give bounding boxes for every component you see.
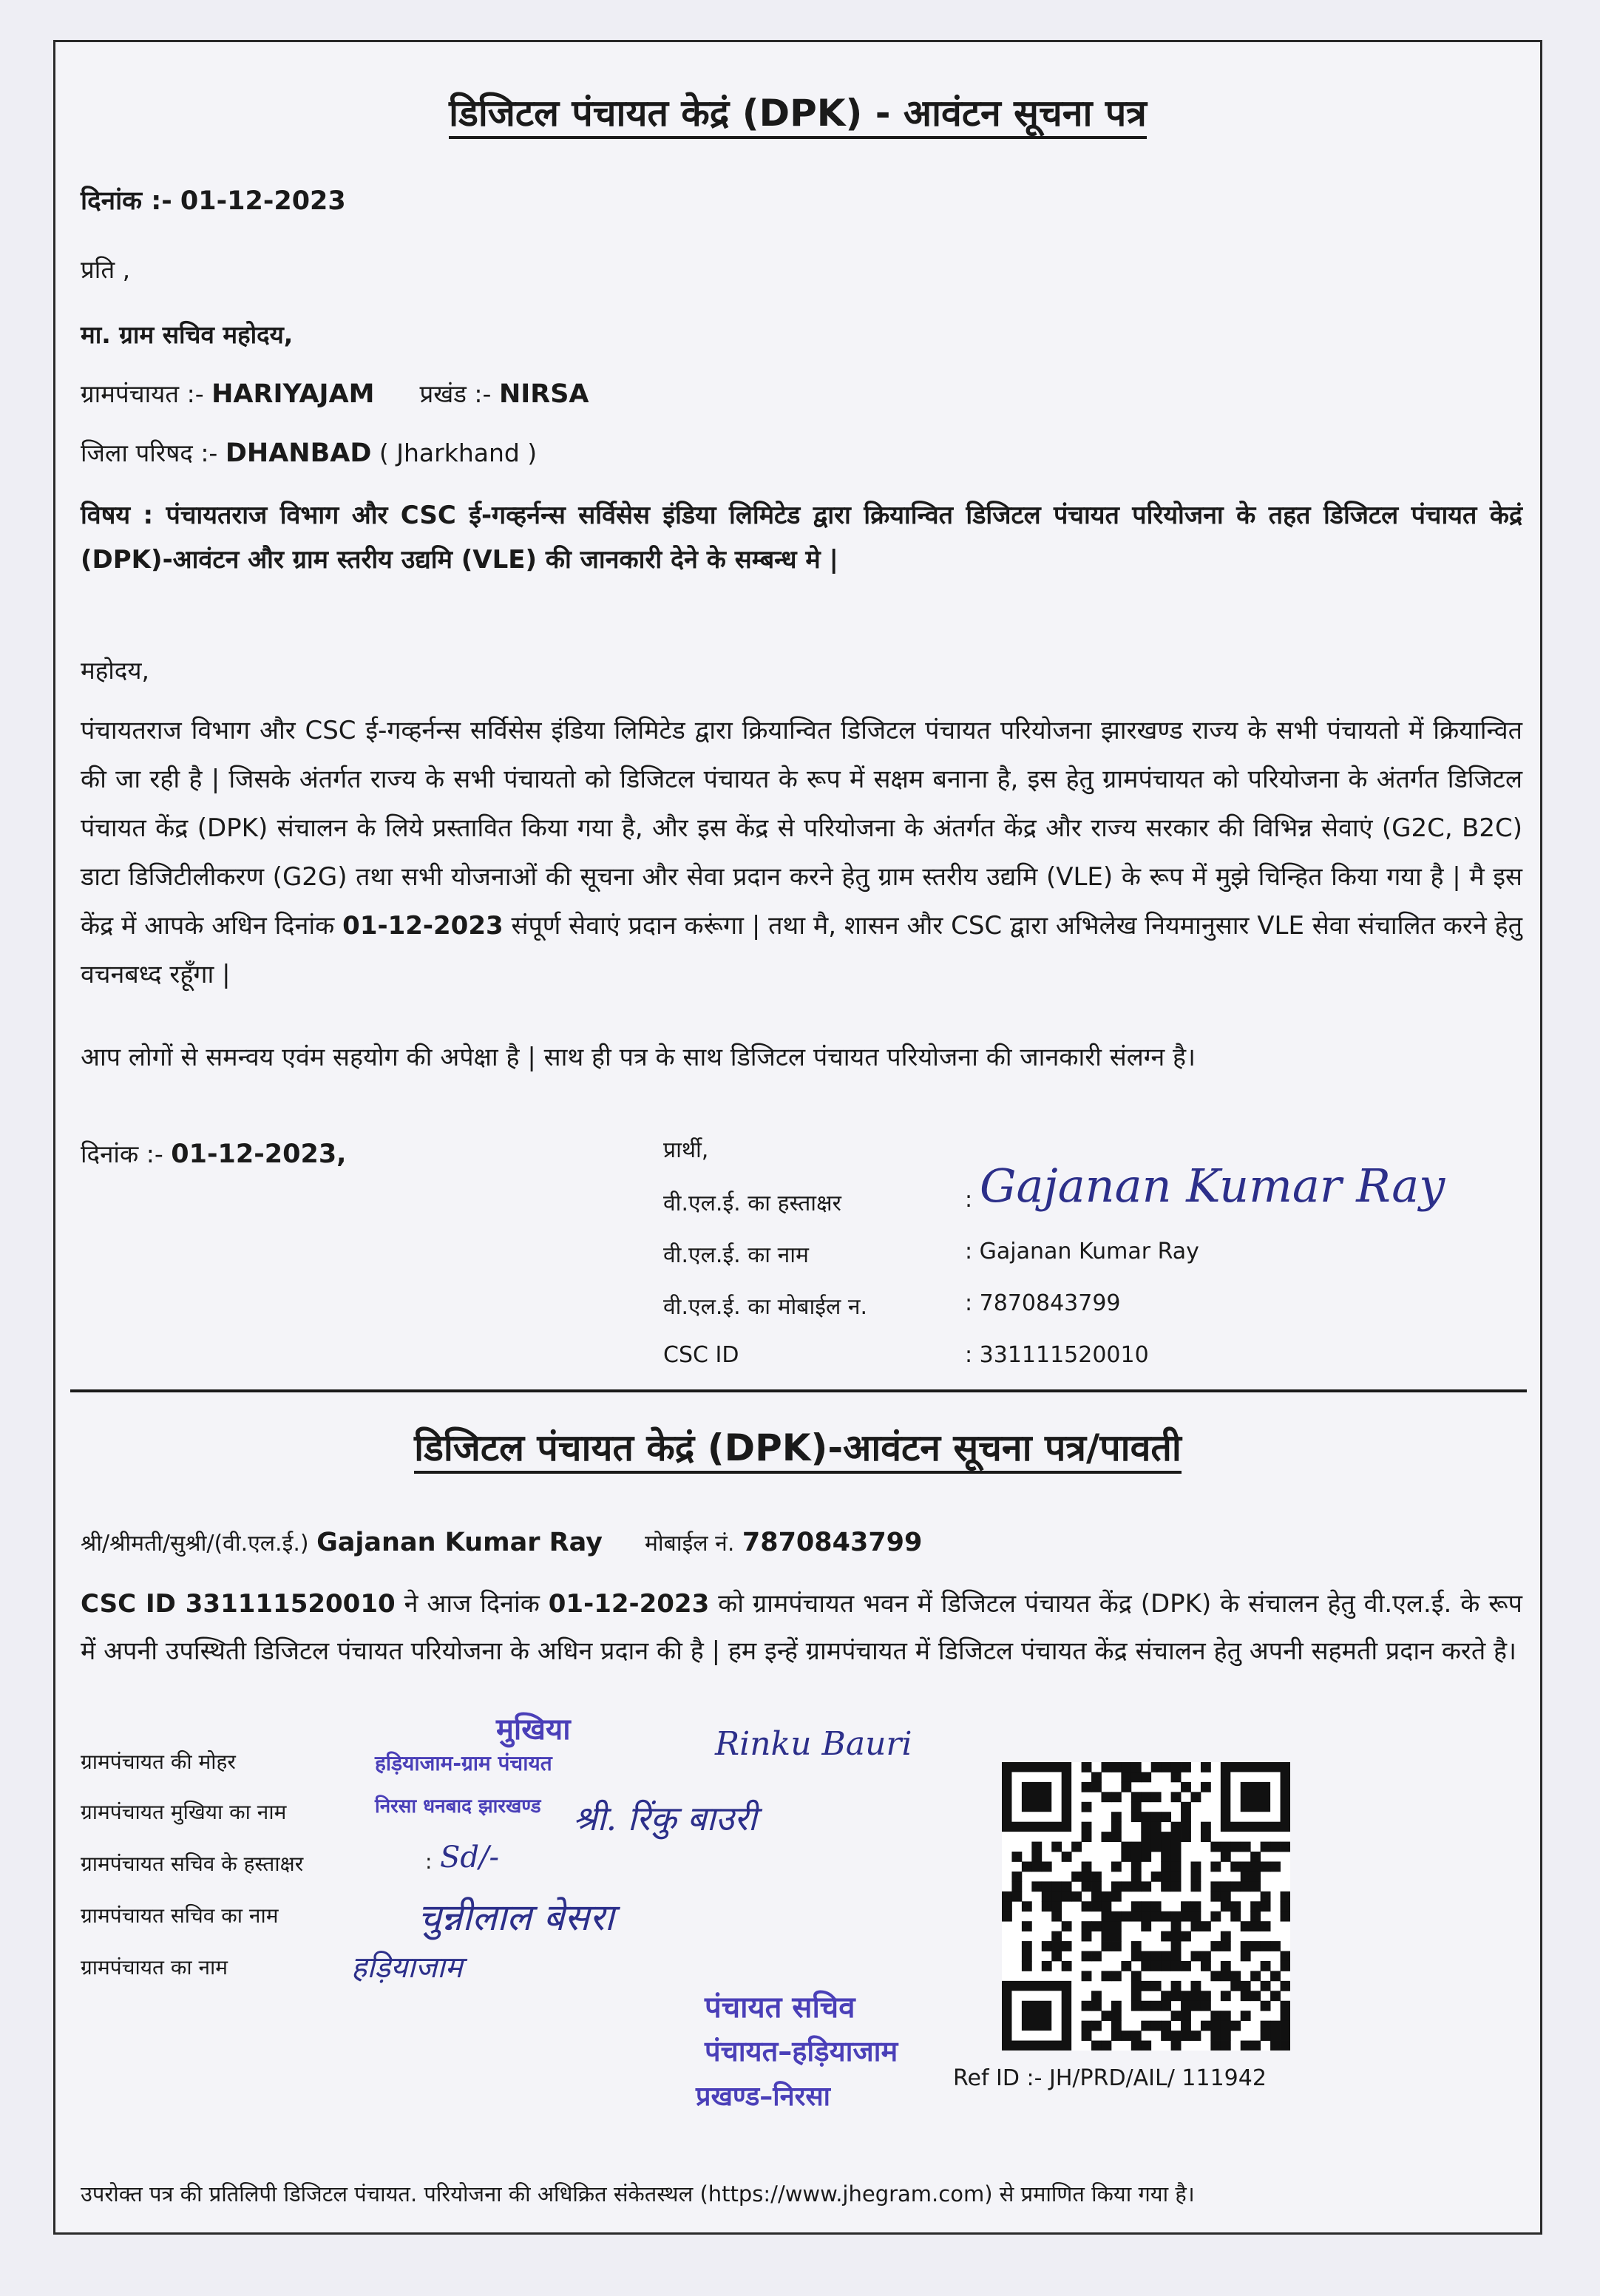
mukhiya-label: ग्रामपंचायत मुखिया का नाम: [81, 1800, 287, 1824]
receipt-title: डिजिटल पंचायत केद्रं (DPK)-आवंटन सूचना पत्र/पावती: [55, 1421, 1540, 1472]
vle-sign-colon: :: [965, 1187, 973, 1213]
vle-signature: Gajanan Kumar Ray: [980, 1159, 1445, 1213]
vle-name-value: : Gajanan Kumar Ray: [965, 1239, 1199, 1264]
mukhiya-stamp-title: मुखिया: [496, 1713, 571, 1747]
qr-code: [1002, 1762, 1290, 2051]
addressee: मा. ग्राम सचिव महोदय,: [81, 320, 294, 349]
subject-text: विषय : पंचायतराज विभाग और CSC ई-गव्हर्नन्स सर्विसेस इंडिया लिमिटेड द्वारा क्रियान्वित डिजिटल पंचायत परियोजना के तहत डिजिटल पंचायत केद्रं (DPK)-आवंटन और ग्राम स्तरीय उद्यमि (VLE) की जानकारी देने के सम्बन्ध मे |: [81, 501, 1522, 575]
date-line: दिनांक :- 01-12-2023: [81, 186, 346, 216]
secretary-name-label: ग्रामपंचायत सचिव का नाम: [81, 1903, 279, 1928]
gp-block-line: ग्रामपंचायत :- HARIYAJAM प्रखंड :- NIRSA: [81, 379, 589, 409]
receipt-vle-line: श्री/श्रीमती/सुश्री/(वी.एल.ई.) Gajanan Kumar Ray मोबाईल नं. 7870843799: [81, 1528, 923, 1557]
salutation: महोदय,: [81, 656, 149, 685]
csc-id-label: CSC ID: [663, 1342, 739, 1368]
seal-label: ग्रामपंचायत की मोहर: [81, 1750, 236, 1774]
vle-sign-label: वी.एल.ई. का हस्ताक्षर: [663, 1191, 841, 1216]
district-line: जिला परिषद :- DHANBAD ( Jharkhand ): [81, 438, 538, 468]
vle-mobile-value: : 7870843799: [965, 1290, 1121, 1316]
letter-page: [53, 40, 1542, 2235]
vle-name-label: वी.एल.ई. का नाम: [663, 1242, 809, 1268]
ref-id: Ref ID :- JH/PRD/AIL/ 111942: [953, 2065, 1267, 2091]
vle-mobile-label: वी.एल.ई. का मोबाईल न.: [663, 1294, 868, 1320]
mukhiya-signature: Rinku Bauri: [715, 1725, 912, 1763]
mukhiya-stamp-line2: हड़ियाजाम-ग्राम पंचायत: [375, 1751, 552, 1775]
closing-line: आप लोगों से समन्वय एवंम सहयोग की अपेक्षा है | साथ ही पत्र के साथ डिजिटल पंचायत परियोजना की जानकारी संलग्न है।: [81, 1043, 1196, 1072]
footer-note: उपरोक्त पत्र की प्रतिलिपी डिजिटल पंचायत. परियोजना की अधिक्रित संकेतस्थल (https://www.jhegram.com) से प्रमाणित किया गया है।: [81, 2181, 1195, 2207]
section-divider: [70, 1389, 1527, 1392]
sign-date: दिनांक :- 01-12-2023,: [81, 1139, 347, 1169]
secretary-stamp-line2: पंचायत–हड़ियाजाम: [705, 2035, 898, 2068]
secretary-sign-label: ग्रामपंचायत सचिव के हस्ताक्षर: [81, 1852, 304, 1876]
letter-body: पंचायतराज विभाग और CSC ई-गव्हर्नन्स सर्विसेस इंडिया लिमिटेड द्वारा क्रियान्वित डिजिटल पंचायत परियोजना झारखण्ड राज्य के सभी पंचायतो में क्रियान्वित की जा रही है | जिसके अंतर्गत राज्य के सभी पंचायतो को डिजिटल पंचायत के रूप में सक्षम बनाना है, इस हेतु ग्रामपंचायत को परियोजना के अंतर्गत डिजिटल पंचायत केंद्र (DPK) संचालन के लिये प्रस्तावित किया गया है, और इस केंद्र से परियोजना के अंतर्गत केंद्र और राज्य सरकार की विभिन्न सेवाएं (G2C, B2C) डाटा डिजिटीलीकरण (G2G) तथा सभी योजनाओं की सूचना और सेवा प्रदान करने हेतु ग्राम स्तरीय उद्यमि (VLE) के रूप में मुझे चिन्हित किया गया है | मै इस केंद्र में आपके अधिन दिनांक 01-12-2023 संपूर्ण सेवाएं प्रदान करूंगा | तथा मै, शासन और CSC द्वारा अभिलेख नियमानुसार VLE सेवा संचालित करने हेतु वचनबध्द रहूँगा |: [81, 716, 1522, 989]
csc-id-value: : 331111520010: [965, 1342, 1149, 1368]
applicant-label: प्रार्थी,: [663, 1137, 709, 1163]
secretary-sign-colon: :: [425, 1849, 433, 1874]
gp-name-label: ग्रामपंचायत का नाम: [81, 1955, 228, 1980]
gp-name-handwritten: हड़ियाजाम: [351, 1951, 463, 1985]
secretary-stamp-line1: पंचायत सचिव: [705, 1991, 855, 2025]
secretary-name-handwritten: चुन्नीलाल बेसरा: [418, 1896, 614, 1939]
secretary-signature: Sd/-: [440, 1840, 499, 1875]
secretary-stamp-line3: प्रखण्ड–निरसा: [696, 2082, 830, 2112]
mukhiya-name-handwritten: श्री. रिंकु बाउरी: [573, 1798, 757, 1838]
to-line: प्रति ,: [81, 255, 131, 284]
receipt-body: CSC ID 331111520010 ने आज दिनांक 01-12-2023 को ग्रामपंचायत भवन में डिजिटल पंचायत केंद्र (DPK) के संचालन हेतु वी.एल.ई. के रूप में अपनी उपस्थिती डिजिटल पंचायत परियोजना के अधिन प्रदान की है | हम इन्हें ग्रामपंचायत में डिजिटल पंचायत केंद्र संचालन हेतु अपनी सहमती प्रदान करते है।: [81, 1589, 1522, 1666]
mukhiya-stamp-line3: निरसा धनबाद झारखण्ड: [375, 1795, 541, 1818]
letter-title: डिजिटल पंचायत केद्रं (DPK) - आवंटन सूचना पत्र: [55, 87, 1540, 137]
